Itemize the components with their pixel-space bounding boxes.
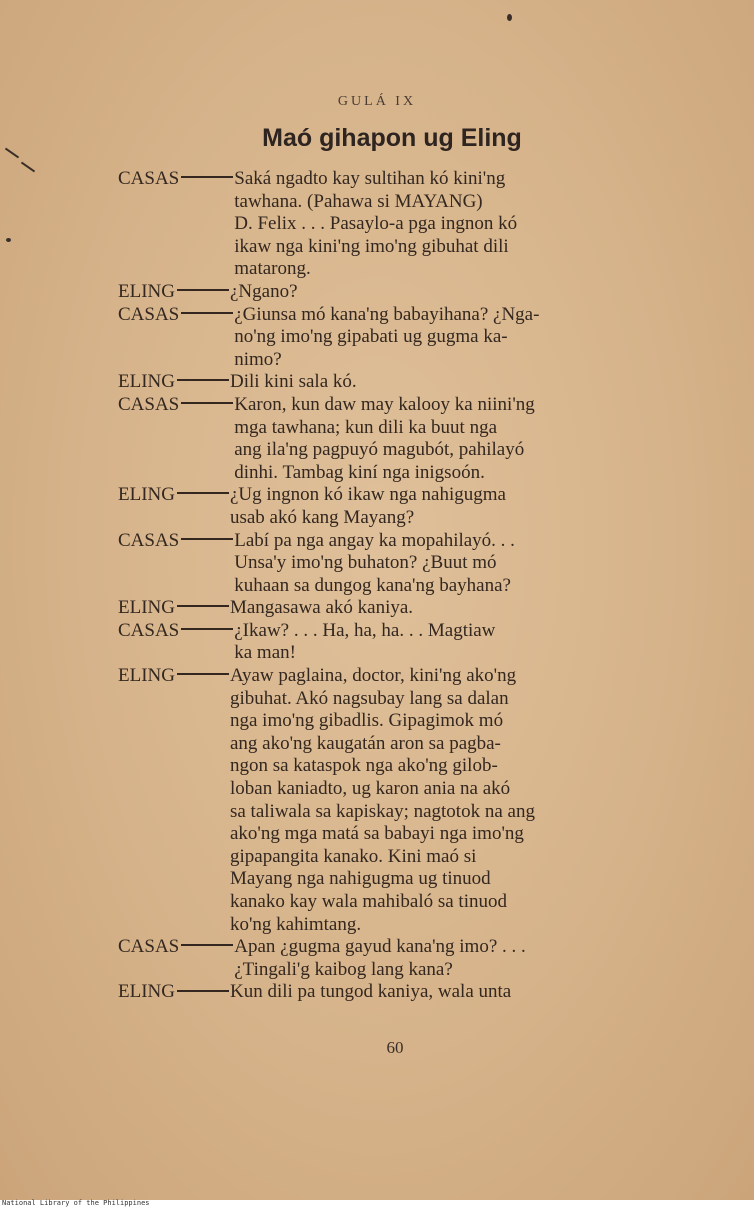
text-line: Saká ngadto kay sultihan kó kini'ng xyxy=(234,168,506,189)
speech-text xyxy=(234,304,674,372)
speaker-name xyxy=(118,168,234,191)
text-line: ang ako'ng kaugatán aron sa pagba- xyxy=(229,732,501,754)
speaker-name xyxy=(118,981,230,1004)
dialogue-body xyxy=(118,168,674,1004)
speech-dash xyxy=(181,312,233,314)
text-line: nga imo'ng gibadlis. Gipagimok mó xyxy=(229,710,504,732)
speaker-label: ELING xyxy=(118,597,175,619)
text-line: ¿Ngano? xyxy=(229,280,298,302)
speaker-name xyxy=(118,936,234,959)
speech-dash xyxy=(177,990,229,992)
text-line: Karon, kun daw may kalooy ka niini'ng xyxy=(234,393,535,415)
ink-speck xyxy=(6,238,11,242)
speech-text xyxy=(230,597,674,620)
speaker-label: ELING xyxy=(118,484,175,506)
speech-text xyxy=(234,620,674,665)
speech-dash xyxy=(177,289,229,291)
text-line: ko'ng kahimtang. xyxy=(229,913,362,935)
speech-text xyxy=(234,168,674,281)
dialogue-entry xyxy=(118,371,674,394)
text-line: dinhi. Tambag kiní nga inigsoón. xyxy=(234,461,485,483)
dialogue-entry xyxy=(118,620,674,665)
text-line: loban kaniadto, ug karon ania na akó xyxy=(229,778,511,800)
speaker-label: CASAS xyxy=(118,303,180,325)
text-line: mga tawhana; kun dili ka buut nga xyxy=(234,416,498,438)
text-line: ako'ng mga matá sa babayi nga imo'ng xyxy=(229,823,524,845)
credit-line: National Library of the Philippines xyxy=(2,1199,150,1207)
dialogue-entry xyxy=(118,597,674,620)
speech-text xyxy=(234,530,674,598)
dialogue-entry xyxy=(118,484,674,529)
text-line: Ayaw paglaina, doctor, kini'ng ako'ng xyxy=(229,665,517,687)
text-line: kanako kay wala mahibaló sa tinuod xyxy=(229,891,507,912)
text-line: ka man! xyxy=(234,642,296,664)
speech-dash xyxy=(181,402,233,404)
dialogue-entry xyxy=(118,665,674,936)
speech-dash xyxy=(181,628,233,630)
text-line: nimo? xyxy=(234,348,282,370)
speech-text xyxy=(230,371,674,394)
text-line: usab akó kang Mayang? xyxy=(229,506,415,528)
speech-text xyxy=(234,394,674,484)
speaker-label: CASAS xyxy=(118,619,180,641)
text-line: Mayang nga nahigugma ug tinuod xyxy=(229,868,491,890)
speaker-label: CASAS xyxy=(118,936,180,958)
text-line: ¿Ikaw? . . . Ha, ha, ha. . . Magtiaw xyxy=(234,619,496,641)
speaker-label: ELING xyxy=(118,981,175,1003)
dialogue-entry xyxy=(118,936,674,981)
running-head: GULÁ IX xyxy=(337,94,417,109)
speech-text xyxy=(230,281,674,304)
text-line: ang ila'ng pagpuyó magubót, pahilayó xyxy=(234,439,525,461)
text-line: matarong. xyxy=(234,258,311,280)
dialogue-entry xyxy=(118,394,674,484)
text-line: ikaw nga kini'ng imo'ng gibuhat dili xyxy=(234,235,509,257)
text-line: ngon sa kataspok nga ako'ng gilob- xyxy=(229,755,498,777)
text-line: tawhana. (Pahawa si MAYANG) xyxy=(234,190,483,212)
text-line: sa taliwala sa kapiskay; nagtotok na ang xyxy=(229,800,535,822)
speaker-label: ELING xyxy=(118,665,175,687)
text-line: D. Felix . . . Pasaylo-a pga ingnon kó xyxy=(234,213,518,235)
text-line: Unsa'y imo'ng buhaton? ¿Buut mó xyxy=(234,552,497,574)
speaker-name xyxy=(118,394,234,417)
speech-dash xyxy=(181,538,233,540)
speaker-name xyxy=(118,597,230,620)
speaker-name xyxy=(118,304,234,327)
speech-dash xyxy=(177,605,229,607)
speaker-label: ELING xyxy=(118,371,175,393)
speech-text xyxy=(230,981,674,1004)
text-line: ¿Tingali'g kaibog lang kana? xyxy=(234,958,453,980)
speaker-name xyxy=(118,620,234,643)
speaker-name xyxy=(118,371,230,394)
dialogue-entry xyxy=(118,530,674,598)
dialogue-entry xyxy=(118,168,674,281)
text-line: gipapangita kanako. Kini maó si xyxy=(229,845,477,867)
speech-dash xyxy=(177,379,229,381)
speaker-name xyxy=(118,484,230,507)
ink-speck xyxy=(507,14,512,21)
speech-text xyxy=(230,484,674,529)
speaker-label: CASAS xyxy=(118,168,180,189)
speech-text xyxy=(234,936,674,981)
text-line: gibuhat. Akó nagsubay lang sa dalan xyxy=(229,687,509,709)
text-line: ¿Ug ingnon kó ikaw nga nahigugma xyxy=(229,484,506,506)
speaker-name xyxy=(118,281,230,304)
speaker-name xyxy=(118,530,234,553)
speech-dash xyxy=(177,492,229,494)
speaker-name xyxy=(118,665,230,688)
text-line: Kun dili pa tungod kaniya, wala unta xyxy=(229,981,512,1003)
dialogue-entry xyxy=(118,981,674,1004)
speech-dash xyxy=(181,944,233,946)
speaker-label: ELING xyxy=(118,280,175,302)
text-line: kuhaan sa dungog kana'ng bayhana? xyxy=(234,574,511,596)
text-line: Labí pa nga angay ka mopahilayó. . . xyxy=(234,529,515,551)
speech-text xyxy=(230,665,674,936)
page-title: Maó gihapon ug Eling xyxy=(262,124,522,152)
speech-dash xyxy=(177,673,229,675)
margin-mark xyxy=(21,162,35,173)
text-line: no'ng imo'ng gipabati ug gugma ka- xyxy=(234,326,508,348)
speaker-label: CASAS xyxy=(118,393,180,415)
text-line: Dili kini sala kó. xyxy=(229,371,357,393)
text-line: Apan ¿gugma gayud kana'ng imo? . . . xyxy=(234,936,526,958)
dialogue-entry xyxy=(118,281,674,304)
page-number: 60 xyxy=(386,1038,404,1057)
text-line: ¿Giunsa mó kana'ng babayihana? ¿Nga- xyxy=(234,303,540,325)
text-line: Mangasawa akó kaniya. xyxy=(229,597,414,619)
dialogue-entry xyxy=(118,304,674,372)
speech-dash xyxy=(181,176,233,178)
speaker-label: CASAS xyxy=(118,529,180,551)
